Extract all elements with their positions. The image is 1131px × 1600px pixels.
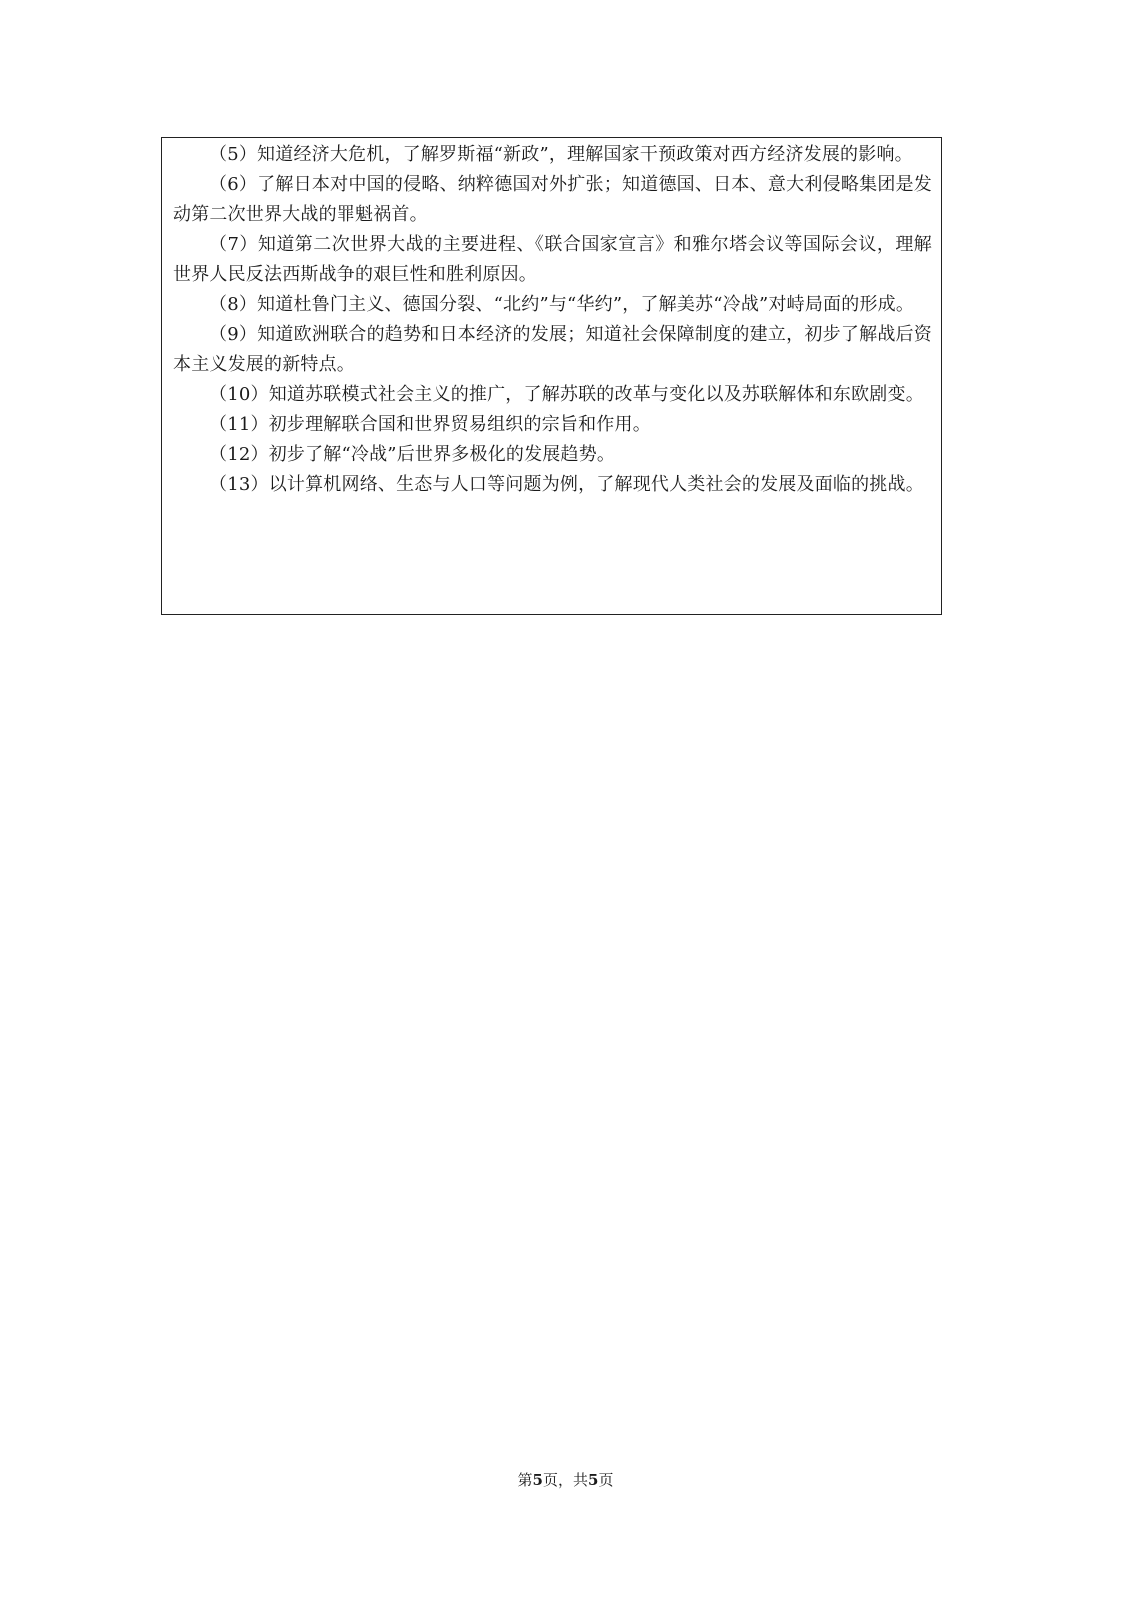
footer-prefix: 第	[517, 1471, 533, 1489]
list-item: （9）知道欧洲联合的趋势和日本经济的发展；知道社会保障制度的建立，初步了解战后资本主义发展的新特点。	[173, 324, 932, 375]
page-footer	[0, 1470, 1131, 1490]
list-item: （12）初步了解“冷战”后世界多极化的发展趋势。	[209, 444, 616, 465]
footer-suffix: 页	[598, 1471, 614, 1489]
list-item: （8）知道杜鲁门主义、德国分裂、“北约”与“华约”，了解美苏“冷战”对峙局面的形成。	[209, 294, 915, 315]
footer-middle: 页，共	[542, 1471, 588, 1489]
list-item: （7）知道第二次世界大战的主要进程、《联合国家宣言》和雅尔塔会议等国际会议，理解世界人民反法西斯战争的艰巨性和胜利原因。	[173, 234, 932, 285]
total-pages-number: 5	[588, 1471, 599, 1489]
content-table-cell	[161, 137, 942, 615]
list-item: （11）初步理解联合国和世界贸易组织的宗旨和作用。	[209, 414, 651, 435]
list-item: （13）以计算机网络、生态与人口等问题为例，了解现代人类社会的发展及面临的挑战。	[209, 474, 924, 495]
current-page-number: 5	[532, 1471, 543, 1489]
list-item: （5）知道经济大危机，了解罗斯福“新政”，理解国家干预政策对西方经济发展的影响。	[209, 144, 913, 165]
list-item: （10）知道苏联模式社会主义的推广，了解苏联的改革与变化以及苏联解体和东欧剧变。	[209, 384, 924, 405]
list-item: （6）了解日本对中国的侵略、纳粹德国对外扩张；知道德国、日本、意大利侵略集团是发动第二次世界大战的罪魁祸首。	[173, 174, 932, 225]
